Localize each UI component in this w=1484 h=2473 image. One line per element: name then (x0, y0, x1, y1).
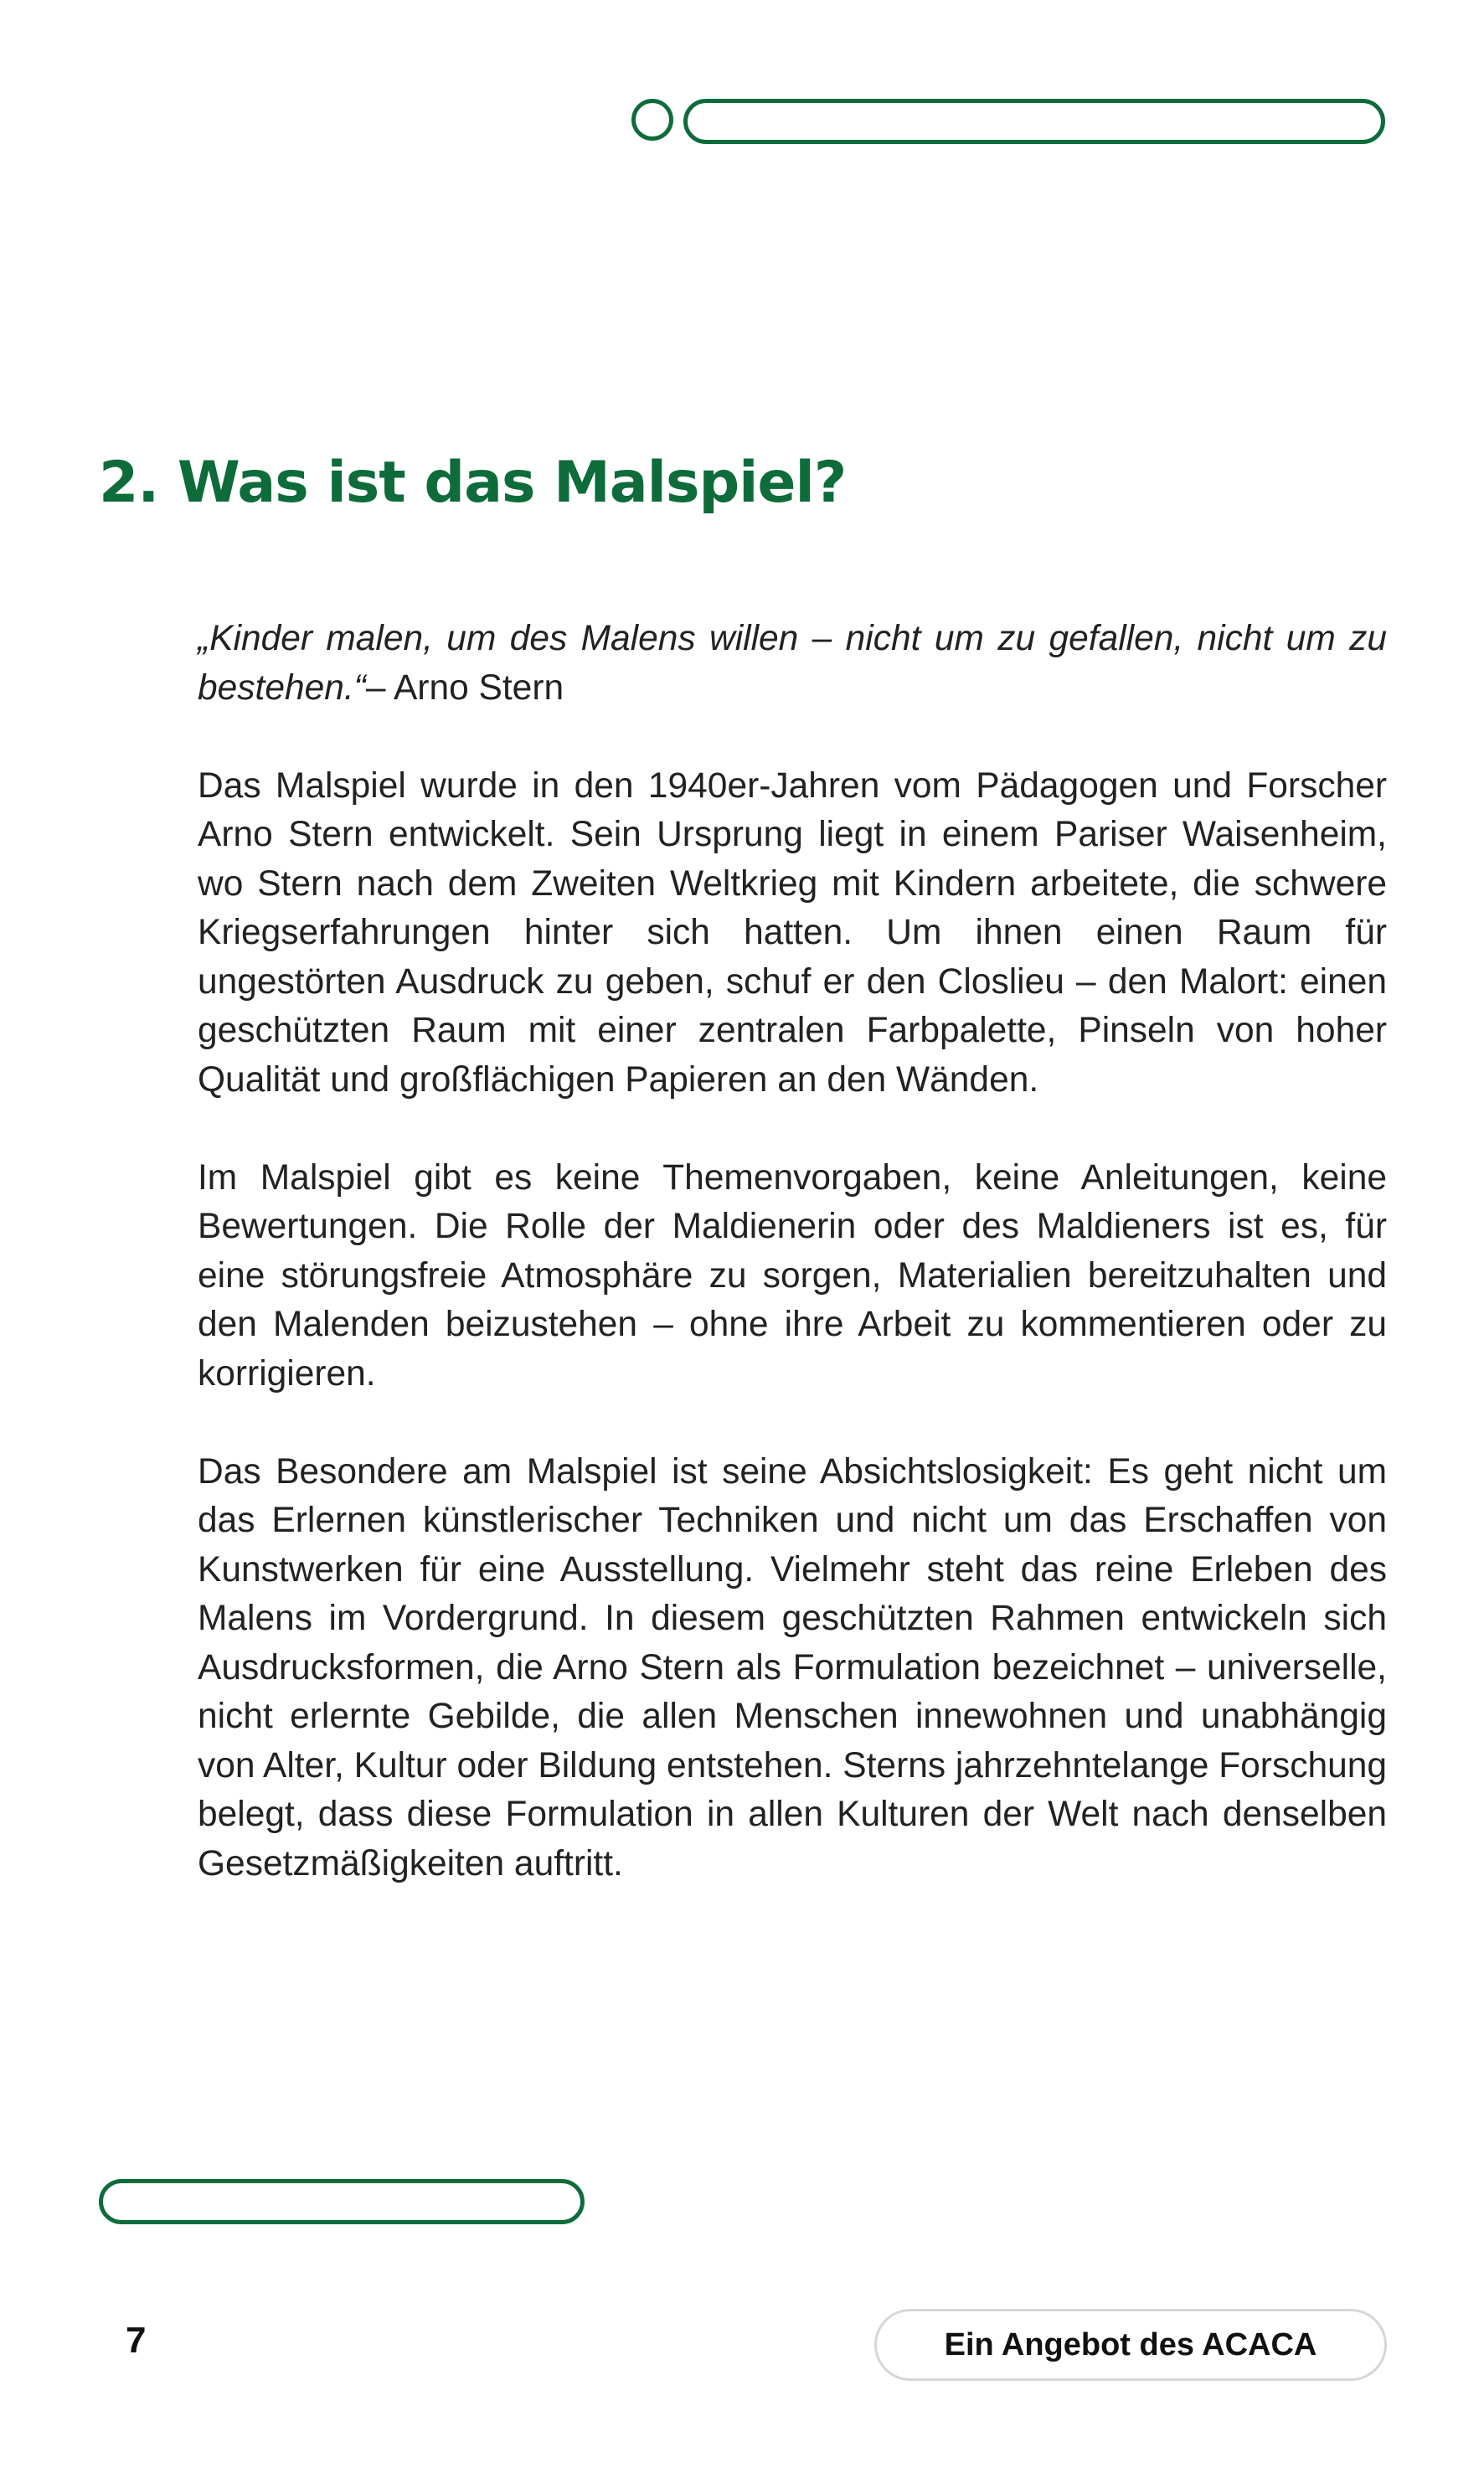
page-title: 2. Was ist das Malspiel? (99, 450, 847, 516)
page-number: 7 (126, 2320, 147, 2361)
footer-pill-decoration (99, 2179, 585, 2224)
footer-badge: Ein Angebot des ACACA (874, 2309, 1387, 2381)
quote (198, 615, 1387, 713)
body-content (198, 615, 1387, 1938)
header-pill-decoration (683, 99, 1385, 144)
quote-attribution: – Arno Stern (365, 667, 564, 708)
paragraph-origin: Das Malspiel wurde in den 1940er-Jahren vom Pädagogen und Forscher Arno Stern entwickelt. Sein Ursprung liegt in einem Pariser Waisenheim, wo Stern nach dem Zweiten Weltkrieg mit Kindern arbeitete, die schwere Kriegserfahrungen hinter sich hatten. Um ihnen einen Raum für ungestörten Ausdruck zu geben, schuf er den Closlieu – den Malort: einen geschützten Raum mit einer zentralen Farbpalette, Pinseln von hoher Qualität und großflächigen Papieren an den Wänden. (198, 765, 1387, 1100)
paragraph-rules: Im Malspiel gibt es keine Themenvorgaben, keine Anleitungen, keine Bewertungen. Die Rolle der Maldienerin oder des Maldieners ist es, für eine störungsfreie Atmosphäre zu sorgen, Materialien bereitzuhalten und den Malenden beizustehen – ohne ihre Arbeit zu kommentieren oder zu korrigieren. (198, 1157, 1387, 1394)
paragraph-purpose: Das Besondere am Malspiel ist seine Absichtslosigkeit: Es geht nicht um das Erlernen künstlerischer Techniken und nicht um das Erschaffen von Kunstwerken für eine Ausstellung. Vielmehr steht das reine Erleben des Malens im Vordergrund. In diesem geschützten Rahmen entwickeln sich Ausdrucksformen, die Arno Stern als Formulation bezeichnet – universelle, nicht erlernte Gebilde, die allen Menschen innewohnen und unabhängig von Alter, Kultur oder Bildung entstehen. Sterns jahrzehntelange Forschung belegt, dass diese Formulation in allen Kulturen der Welt nach denselben Gesetzmäßigkeiten auftritt. (198, 1451, 1387, 1883)
header-circle-decoration (631, 99, 673, 141)
quote-text: „Kinder malen, um des Malens willen – nicht um zu gefallen, nicht um zu bestehen.“ (198, 619, 1387, 708)
